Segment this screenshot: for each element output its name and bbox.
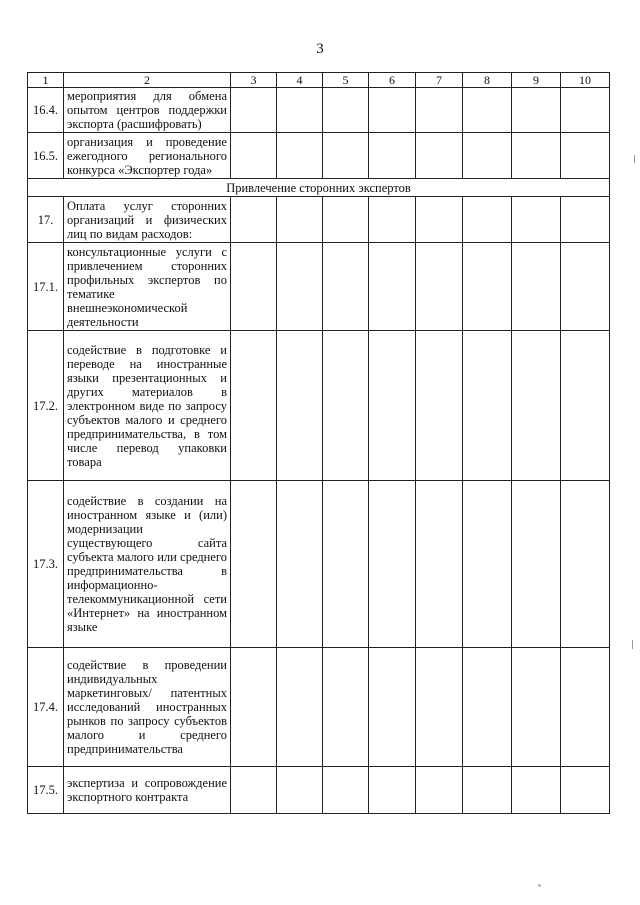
empty-cell: [512, 331, 561, 481]
empty-cell: [416, 133, 463, 179]
empty-cell: [277, 133, 323, 179]
row-number: 17.5.: [28, 767, 64, 814]
scan-mark: [634, 155, 635, 163]
empty-cell: [277, 481, 323, 648]
empty-cell: [561, 331, 610, 481]
column-header: 1: [28, 73, 64, 88]
empty-cell: [277, 243, 323, 331]
row-number: 17.: [28, 197, 64, 243]
table-row: [28, 88, 610, 133]
column-header: 9: [512, 73, 561, 88]
table-row: [28, 648, 610, 767]
empty-cell: [561, 88, 610, 133]
empty-cell: [463, 331, 512, 481]
table-row: [28, 331, 610, 481]
column-header-row: [28, 73, 610, 88]
empty-cell: [369, 197, 416, 243]
empty-cell: [323, 133, 369, 179]
column-header: 8: [463, 73, 512, 88]
empty-cell: [512, 197, 561, 243]
page-number: 3: [316, 41, 324, 57]
row-number: 16.4.: [28, 88, 64, 133]
expense-table: [27, 72, 610, 814]
empty-cell: [369, 133, 416, 179]
empty-cell: [561, 767, 610, 814]
empty-cell: [463, 243, 512, 331]
column-header: 3: [231, 73, 277, 88]
empty-cell: [463, 88, 512, 133]
row-description: содействие в создании на иностранном языке и (или) модернизации существующего сайта субъекта малого или среднего предпринимательства в информационно-телекоммуникационной сети «Интернет» на иностранном языке: [64, 481, 231, 648]
empty-cell: [463, 767, 512, 814]
empty-cell: [277, 767, 323, 814]
empty-cell: [512, 481, 561, 648]
empty-cell: [416, 197, 463, 243]
empty-cell: [323, 243, 369, 331]
scan-mark: [632, 640, 633, 649]
empty-cell: [463, 197, 512, 243]
empty-cell: [231, 88, 277, 133]
empty-cell: [369, 88, 416, 133]
empty-cell: [416, 648, 463, 767]
empty-cell: [416, 88, 463, 133]
row-description: экспертиза и сопровождение экспортного контракта: [64, 767, 231, 814]
empty-cell: [323, 331, 369, 481]
empty-cell: [416, 767, 463, 814]
scan-mark: [538, 884, 541, 887]
empty-cell: [369, 331, 416, 481]
column-header: 6: [369, 73, 416, 88]
column-header: 7: [416, 73, 463, 88]
row-description: содействие в подготовке и переводе на иностранные языки презентационных и других материалов в электронном виде по запросу субъектов малого и среднего предпринимательства, в том числе перевод упаковки товара: [64, 331, 231, 481]
empty-cell: [231, 197, 277, 243]
section-row: [28, 179, 610, 197]
empty-cell: [277, 331, 323, 481]
row-description: организация и проведение ежегодного регионального конкурса «Экспортер года»: [64, 133, 231, 179]
empty-cell: [231, 481, 277, 648]
column-header: 5: [323, 73, 369, 88]
empty-cell: [369, 648, 416, 767]
empty-cell: [561, 243, 610, 331]
empty-cell: [463, 481, 512, 648]
empty-cell: [277, 648, 323, 767]
empty-cell: [323, 648, 369, 767]
table-row: [28, 133, 610, 179]
empty-cell: [231, 243, 277, 331]
row-number: 17.2.: [28, 331, 64, 481]
row-description: мероприятия для обмена опытом центров поддержки экспорта (расшифровать): [64, 88, 231, 133]
column-header: 10: [561, 73, 610, 88]
table-row: [28, 243, 610, 331]
empty-cell: [231, 331, 277, 481]
empty-cell: [323, 88, 369, 133]
row-number: 17.1.: [28, 243, 64, 331]
empty-cell: [416, 243, 463, 331]
column-header: 4: [277, 73, 323, 88]
table-row: [28, 197, 610, 243]
empty-cell: [369, 243, 416, 331]
table-row: [28, 481, 610, 648]
empty-cell: [561, 133, 610, 179]
empty-cell: [323, 197, 369, 243]
row-number: 17.3.: [28, 481, 64, 648]
empty-cell: [231, 767, 277, 814]
empty-cell: [561, 197, 610, 243]
empty-cell: [512, 648, 561, 767]
row-number: 17.4.: [28, 648, 64, 767]
empty-cell: [512, 133, 561, 179]
empty-cell: [561, 648, 610, 767]
empty-cell: [463, 648, 512, 767]
empty-cell: [463, 133, 512, 179]
empty-cell: [416, 481, 463, 648]
empty-cell: [561, 481, 610, 648]
row-number: 16.5.: [28, 133, 64, 179]
table-row: [28, 767, 610, 814]
empty-cell: [512, 767, 561, 814]
row-description: Оплата услуг сторонних организаций и физических лиц по видам расходов:: [64, 197, 231, 243]
column-header: 2: [64, 73, 231, 88]
empty-cell: [323, 481, 369, 648]
empty-cell: [369, 481, 416, 648]
empty-cell: [231, 133, 277, 179]
empty-cell: [231, 648, 277, 767]
empty-cell: [512, 243, 561, 331]
row-description: консультационные услуги с привлечением сторонних профильных экспертов по тематике внешнеэкономической деятельности: [64, 243, 231, 331]
section-title: Привлечение сторонних экспертов: [28, 179, 610, 197]
empty-cell: [277, 88, 323, 133]
empty-cell: [512, 88, 561, 133]
row-description: содействие в проведении индивидуальных маркетинговых/ патентных исследований иностранных рынков по запросу субъектов малого и среднего предпринимательства: [64, 648, 231, 767]
empty-cell: [323, 767, 369, 814]
empty-cell: [416, 331, 463, 481]
empty-cell: [277, 197, 323, 243]
empty-cell: [369, 767, 416, 814]
